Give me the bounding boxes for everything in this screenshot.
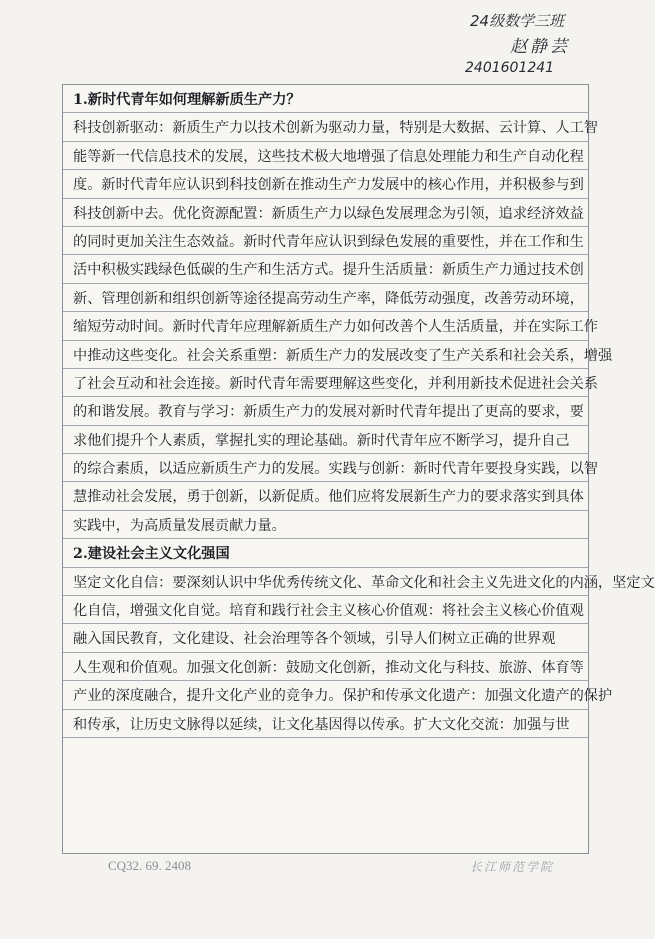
text-line: 缩短劳动时间。新时代青年应理解新质生产力如何改善个人生活质量，并在实际工作 — [63, 312, 588, 340]
text-line: 坚定文化自信：要深刻认识中华优秀传统文化、革命文化和社会主义先进文化的内涵，坚定文 — [63, 568, 588, 596]
class-label: 24级数学三班 — [470, 12, 565, 30]
text-line: 科技创新驱动：新质生产力以技术创新为驱动力量，特别是大数据、云计算、人工智 — [63, 113, 588, 141]
text-line: 的同时更加关注生态效益。新时代青年应认识到绿色发展的重要性，并在工作和生 — [63, 227, 588, 255]
text-line: 融入国民教育，文化建设、社会治理等各个领域，引导人们树立正确的世界观 — [63, 624, 588, 652]
text-line: 人生观和价值观。加强文化创新：鼓励文化创新，推动文化与科技、旅游、体育等 — [63, 653, 588, 681]
school-watermark: 长江师范学院 — [470, 860, 555, 874]
text-line: 实践中，为高质量发展贡献力量。 — [63, 511, 588, 539]
text-line: 新、管理创新和组织创新等途径提高劳动生产率，降低劳动强度，改善劳动环境， — [63, 284, 588, 312]
text-line: 化自信，增强文化自觉。培育和践行社会主义核心价值观：将社会主义核心价值观 — [63, 596, 588, 624]
section-heading: 1.新时代青年如何理解新质生产力？ — [63, 85, 588, 113]
text-line: 能等新一代信息技术的发展，这些技术极大地增强了信息处理能力和生产自动化程 — [63, 142, 588, 170]
text-line: 中推动这些变化。社会关系重塑：新质生产力的发展改变了生产关系和社会关系，增强 — [63, 341, 588, 369]
text-line: 了社会互动和社会连接。新时代青年需要理解这些变化，并利用新技术促进社会关系 — [63, 369, 588, 397]
text-line: 科技创新中去。优化资源配置：新质生产力以绿色发展理念为引领，追求经济效益 — [63, 199, 588, 227]
text-line: 的综合素质，以适应新质生产力的发展。实践与创新：新时代青年要投身实践，以智 — [63, 454, 588, 482]
text-line: 的和谐发展。教育与学习：新质生产力的发展对新时代青年提出了更高的要求，要 — [63, 397, 588, 425]
text-line: 度。新时代青年应认识到科技创新在推动生产力发展中的核心作用，并积极参与到 — [63, 170, 588, 198]
student-name: 赵静芸 — [510, 37, 570, 57]
paper-code: CQ32. 69. 2408 — [108, 858, 192, 873]
text-line: 求他们提升个人素质，掌握扎实的理论基础。新时代青年应不断学习，提升自己 — [63, 426, 588, 454]
student-id: 2401601241 — [465, 60, 555, 76]
section-heading: 2.建设社会主义文化强国 — [63, 539, 588, 567]
text-line: 产业的深度融合，提升文化产业的竞争力。保护和传承文化遗产：加强文化遗产的保护 — [63, 681, 588, 709]
text-line: 慧推动社会发展，勇于创新，以新促质。他们应将发展新生产力的要求落实到具体 — [63, 482, 588, 510]
text-line: 活中积极实践绿色低碳的生产和生活方式。提升生活质量：新质生产力通过技术创 — [63, 255, 588, 283]
lined-answer-sheet — [62, 84, 655, 854]
text-line: 和传承，让历史文脉得以延续，让文化基因得以传承。扩大文化交流：加强与世 — [63, 710, 588, 738]
